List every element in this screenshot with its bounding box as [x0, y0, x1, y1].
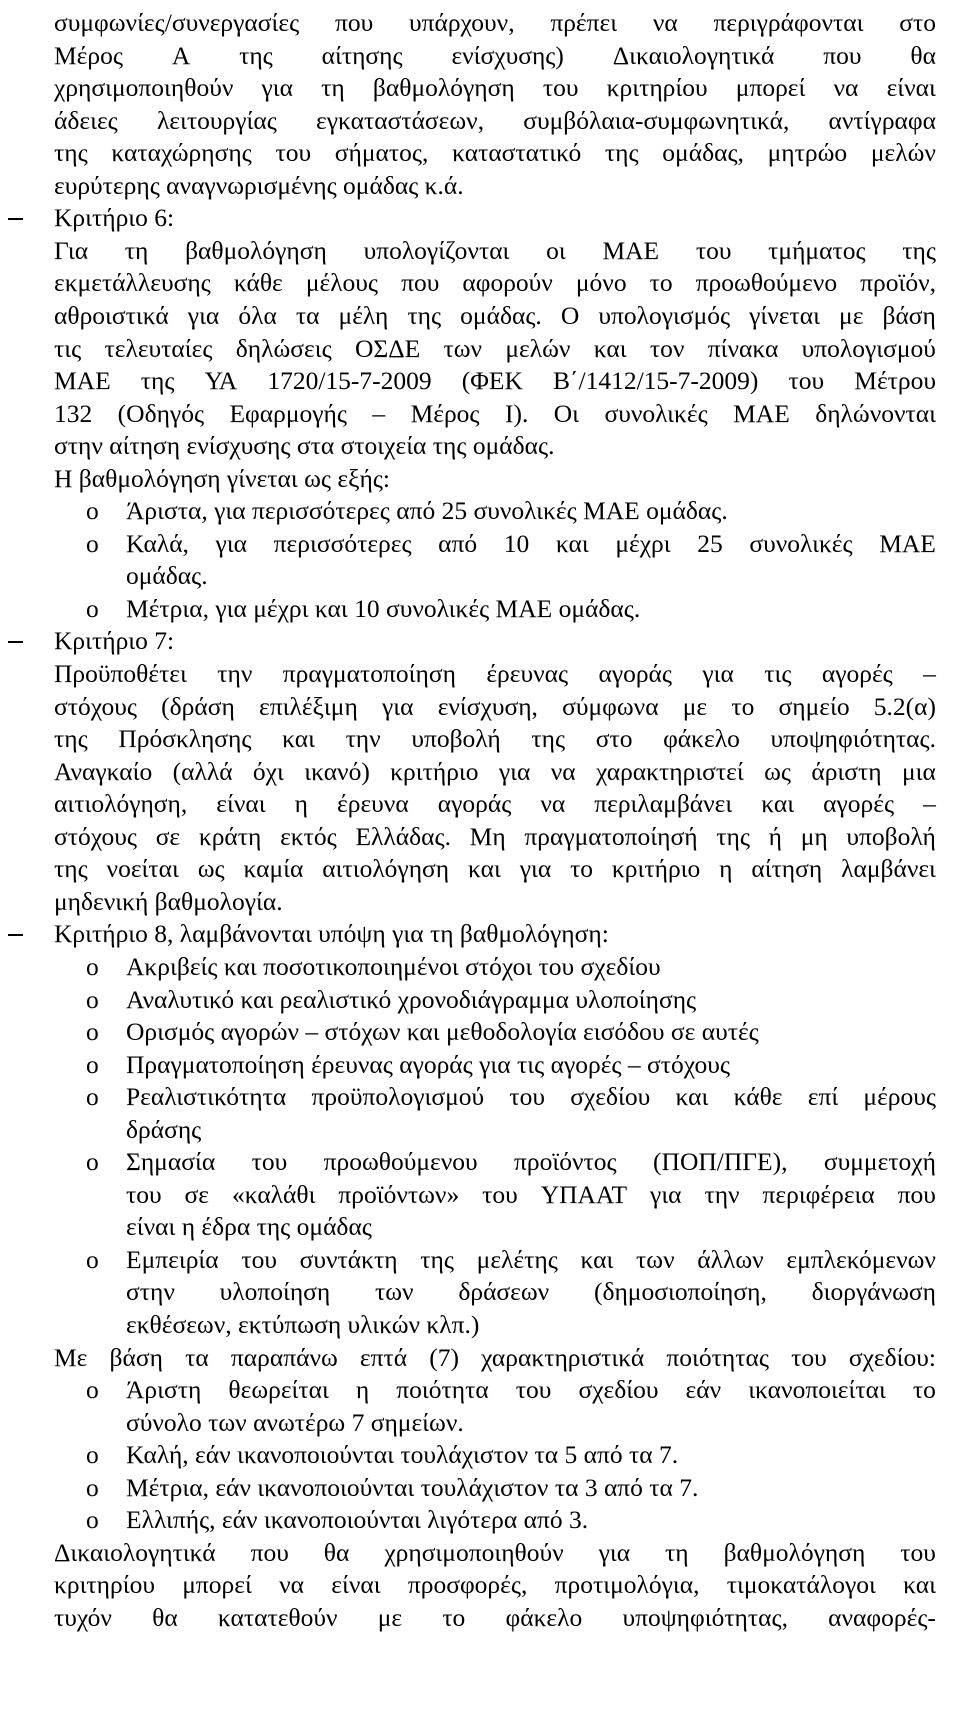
line-text: στόχους (δράση επιλέξιμη για ενίσχυση, σύμφωνα με το σημείο 5.2(α) — [54, 691, 936, 721]
circle-bullet-icon: o — [86, 528, 99, 558]
text-line — [0, 136, 960, 170]
text-line — [0, 1178, 960, 1212]
line-text: Άριστα, για περισσότερες από 25 συνολικές ΜΑΕ ομάδας. — [126, 496, 728, 526]
line-text: είναι η έδρα της ομάδας — [126, 1212, 372, 1242]
circle-bullet-icon: o — [86, 951, 99, 981]
text-line — [0, 1275, 960, 1309]
text-line — [0, 1438, 960, 1472]
text-line — [0, 1601, 960, 1635]
line-text: Για τη βαθμολόγηση υπολογίζονται οι ΜΑΕ του τμήματος της — [54, 235, 936, 265]
circle-bullet-icon: o — [86, 1375, 99, 1405]
text-line — [0, 332, 960, 366]
line-text: Ελλιπής, εάν ικανοποιούνται λιγότερα από 3. — [126, 1505, 589, 1535]
text-line — [0, 787, 960, 821]
line-text: Εμπειρία του συντάκτη της μελέτης και των άλλων εμπλεκόμενων — [126, 1244, 936, 1274]
text-line — [0, 39, 960, 73]
text-line — [0, 1503, 960, 1537]
text-line — [0, 885, 960, 919]
line-text: Αναγκαίο (αλλά όχι ικανό) κριτήριο για να χαρακτηριστεί ως άριστη μια — [54, 756, 936, 786]
line-text: Δικαιολογητικά που θα χρησιμοποιηθούν για τη βαθμολόγηση του — [54, 1537, 936, 1567]
line-text: συμφωνίες/συνεργασίες που υπάρχουν, πρέπει να περιγράφονται στο — [54, 8, 936, 37]
line-text: Μέτρια, εάν ικανοποιούνται τουλάχιστον τα 3 από τα 7. — [126, 1472, 699, 1502]
line-text: Με βάση τα παραπάνω επτά (7) χαρακτηριστικά ποιότητας του σχεδίου: — [54, 1342, 936, 1372]
line-text: Η βαθμολόγηση γίνεται ως εξής: — [54, 463, 390, 493]
line-text: Κριτήριο 7: — [54, 626, 175, 656]
line-text: άδειες λειτουργίας εγκαταστάσεων, συμβόλαια-συμφωνητικά, αντίγραφα — [54, 105, 936, 135]
circle-bullet-icon: o — [86, 1472, 99, 1502]
line-text: Κριτήριο 6: — [54, 203, 175, 233]
text-line — [0, 820, 960, 854]
text-line — [0, 1210, 960, 1244]
circle-bullet-icon: o — [86, 496, 99, 526]
line-text: Πραγματοποίηση έρευνας αγοράς για τις αγορές – στόχους — [126, 1049, 730, 1079]
line-text: τυχόν θα κατατεθούν με το φάκελο υποψηφιότητας, αναφορές- — [54, 1602, 936, 1632]
line-text: ομάδας. — [126, 561, 208, 591]
text-line — [0, 1145, 960, 1179]
text-line — [0, 624, 960, 658]
text-line — [0, 104, 960, 138]
line-text: στην υλοποίηση των δράσεων (δημοσιοποίηση, διοργάνωση — [126, 1277, 936, 1307]
line-text: Καλή, εάν ικανοποιούνται τουλάχιστον τα 5 από τα 7. — [126, 1440, 679, 1470]
text-line — [0, 397, 960, 431]
line-text: Σημασία του προωθούμενου προϊόντος (ΠΟΠ/ΠΓΕ), συμμετοχή — [126, 1147, 936, 1177]
text-line — [0, 690, 960, 724]
text-line — [0, 1015, 960, 1049]
line-text: αιτιολόγηση, είναι η έρευνα αγοράς να περιλαμβάνει και αγορές – — [54, 789, 936, 819]
line-text: Καλά, για περισσότερες από 10 και μέχρι 25 συνολικές ΜΑΕ — [126, 528, 936, 558]
line-text: Μέτρια, για μέχρι και 10 συνολικές ΜΑΕ ομάδας. — [126, 593, 641, 623]
text-line — [0, 592, 960, 626]
circle-bullet-icon: o — [86, 984, 99, 1014]
text-line — [0, 722, 960, 756]
line-text: ευρύτερης αναγνωρισμένης ομάδας κ.ά. — [54, 170, 464, 200]
text-line — [0, 494, 960, 528]
text-line — [0, 1406, 960, 1440]
line-text: της καταχώρησης του σήματος, καταστατικό της ομάδας, μητρώο μελών — [54, 138, 936, 168]
line-text: Ακριβείς και ποσοτικοποιημένοι στόχοι του σχεδίου — [126, 951, 661, 981]
text-line — [0, 657, 960, 691]
line-text: ΜΑΕ της ΥΑ 1720/15-7-2009 (ΦΕΚ Β΄/1412/15-7-2009) του Μέτρου — [54, 366, 936, 396]
text-line — [0, 234, 960, 268]
circle-bullet-icon: o — [86, 1440, 99, 1470]
text-line — [0, 169, 960, 203]
line-text: του σε «καλάθι προϊόντων» του ΥΠΑΑΤ για την περιφέρεια που — [126, 1179, 936, 1209]
text-line — [0, 755, 960, 789]
line-text: στην αίτηση ενίσχυσης στα στοιχεία της ομάδας. — [54, 431, 555, 461]
text-line — [0, 559, 960, 593]
circle-bullet-icon: o — [86, 1082, 99, 1112]
text-line — [0, 462, 960, 496]
line-text: σύνολο των ανωτέρω 7 σημείων. — [126, 1407, 464, 1437]
text-line — [0, 1243, 960, 1277]
line-text: Άριστη θεωρείται η ποιότητα του σχεδίου εάν ικανοποιείται το — [126, 1375, 936, 1405]
text-line — [0, 852, 960, 886]
text-line — [0, 1048, 960, 1082]
line-text: της Πρόσκλησης και την υποβολή της στο φάκελο υποψηφιότητας. — [54, 724, 936, 754]
text-line — [0, 1341, 960, 1375]
line-text: Προϋποθέτει την πραγματοποίηση έρευνας αγοράς για τις αγορές – — [54, 659, 936, 688]
text-line — [0, 1471, 960, 1505]
text-line — [0, 983, 960, 1017]
text-line — [0, 1568, 960, 1602]
text-line — [0, 201, 960, 235]
text-line — [0, 917, 960, 951]
text-line — [0, 266, 960, 300]
circle-bullet-icon: o — [86, 1244, 99, 1274]
line-text: Ρεαλιστικότητα προϋπολογισμού του σχεδίου και κάθε επί μέρους — [126, 1082, 936, 1112]
text-line — [0, 71, 960, 105]
text-line — [0, 6, 960, 40]
text-line — [0, 1113, 960, 1147]
line-text: Μέρος Α της αίτησης ενίσχυσης) Δικαιολογητικά που θα — [54, 40, 936, 70]
circle-bullet-icon: o — [86, 593, 99, 623]
text-line — [0, 299, 960, 333]
text-line — [0, 527, 960, 561]
text-line — [0, 364, 960, 398]
line-text: εκμετάλλευσης κάθε μέλους που αφορούν μόνο το προωθούμενο προϊόν, — [54, 268, 936, 298]
text-line — [0, 950, 960, 984]
line-text: μηδενική βαθμολογία. — [54, 886, 283, 916]
line-text: δράσης — [126, 1114, 202, 1144]
line-text: 132 (Οδηγός Εφαρμογής – Μέρος Ι). Οι συνολικές ΜΑΕ δηλώνονται — [54, 398, 936, 428]
circle-bullet-icon: o — [86, 1017, 99, 1047]
line-text: εκθέσεων, εκτύπωση υλικών κλπ.) — [126, 1310, 480, 1339]
line-text: αθροιστικά για όλα τα μέλη της ομάδας. Ο υπολογισμός γίνεται με βάση — [54, 300, 936, 330]
text-line — [0, 1080, 960, 1114]
circle-bullet-icon: o — [86, 1049, 99, 1079]
line-text: Κριτήριο 8, λαμβάνονται υπόψη για τη βαθμολόγηση: — [54, 919, 609, 949]
line-text: Αναλυτικό και ρεαλιστικό χρονοδιάγραμμα υλοποίησης — [126, 984, 697, 1014]
line-text: στόχους σε κράτη εκτός Ελλάδας. Μη πραγματοποίησή της ή μη υποβολή — [54, 821, 936, 851]
line-text: τις τελευταίες δηλώσεις ΟΣΔΕ των μελών και τον πίνακα υπολογισμού — [54, 333, 936, 363]
text-line — [0, 1373, 960, 1407]
circle-bullet-icon: o — [86, 1147, 99, 1177]
line-text: Ορισμός αγορών – στόχων και μεθοδολογία εισόδου σε αυτές — [126, 1017, 759, 1047]
circle-bullet-icon: o — [86, 1505, 99, 1535]
line-text: χρησιμοποιηθούν για τη βαθμολόγηση του κριτηρίου μπορεί να είναι — [54, 73, 936, 103]
text-line — [0, 1536, 960, 1570]
text-line — [0, 429, 960, 463]
line-text: κριτηρίου μπορεί να είναι προσφορές, προτιμολόγια, τιμοκατάλογοι και — [54, 1570, 936, 1600]
text-line — [0, 1308, 960, 1342]
line-text: της νοείται ως καμία αιτιολόγηση και για το κριτήριο η αίτηση λαμβάνει — [54, 854, 936, 884]
